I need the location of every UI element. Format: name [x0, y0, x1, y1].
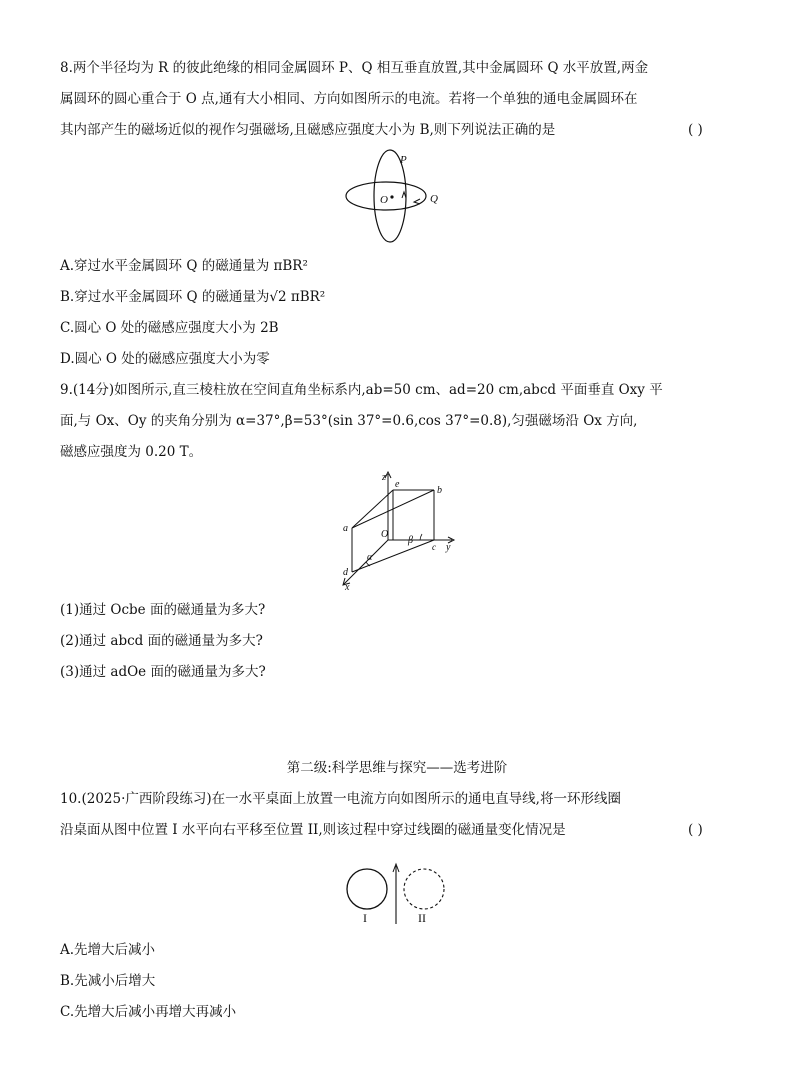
- q9-prism-figure: [336, 468, 466, 592]
- q10-answer-bracket: ( ): [688, 822, 703, 838]
- q9-sub1: (1)通过 Ocbe 面的磁通量为多大?: [60, 602, 266, 618]
- label-position-2: II: [418, 911, 426, 925]
- q8-option-c: C.圆心 O 处的磁感应强度大小为 2B: [60, 320, 279, 336]
- q9-sub3: (3)通过 adOe 面的磁通量为多大?: [60, 664, 266, 680]
- q8-stem-line1: 8.两个半径均为 R 的彼此绝缘的相同金属圆环 P、Q 相互垂直放置,其中金属圆环 Q 水平放置,两金: [60, 60, 649, 76]
- label-a: a: [343, 523, 348, 534]
- q10-option-c: C.先增大后减小再增大再减小: [60, 1004, 237, 1020]
- q10-stem-line1: 10.(2025·广西阶段练习)在一水平桌面上放置一电流方向如图所示的通电直导线,将一环形线圈: [60, 791, 621, 807]
- label-y: y: [446, 542, 451, 553]
- label-position-1: I: [363, 911, 367, 925]
- label-q: Q: [430, 193, 438, 205]
- label-z: z: [382, 472, 386, 483]
- q9-stem-line3: 磁感应强度为 0.20 T。: [60, 444, 203, 460]
- q8-option-b: B.穿过水平金属圆环 Q 的磁通量为√2 πBR²: [60, 289, 326, 305]
- label-c: c: [432, 542, 436, 552]
- q10-coil-figure: [340, 860, 452, 928]
- label-b: b: [437, 485, 442, 496]
- label-p: P: [400, 154, 407, 166]
- center-o-dot: [390, 195, 393, 198]
- q10-option-b: B.先减小后增大: [60, 973, 156, 989]
- q8-stem-line2: 属圆环的圆心重合于 O 点,通有大小相同、方向如图所示的电流。若将一个单独的通电金属圆环在: [60, 91, 638, 107]
- q8-answer-bracket: ( ): [688, 122, 703, 138]
- q9-stem-line1: 9.(14分)如图所示,直三棱柱放在空间直角坐标系内,ab=50 cm、ad=20 cm,abcd 平面垂直 Oxy 平: [60, 382, 663, 398]
- coil-position-2: [404, 869, 444, 909]
- label-alpha: α: [367, 552, 373, 563]
- q9-sub2: (2)通过 abcd 面的磁通量为多大?: [60, 633, 263, 649]
- label-o: O: [381, 529, 389, 540]
- beta-arc: [420, 534, 422, 540]
- edge-ae: [352, 490, 393, 528]
- label-x: x: [345, 582, 350, 592]
- coil-position-1: [347, 869, 387, 909]
- q8-option-d: D.圆心 O 处的磁感应强度大小为零: [60, 351, 270, 367]
- section-title: 第二级:科学思维与探究——选考进阶: [286, 760, 508, 776]
- q9-stem-line2: 面,与 Ox、Oy 的夹角分别为 α=37°,β=53°(sin 37°=0.6,cos 37°=0.8),匀强磁场沿 Ox 方向,: [60, 413, 638, 429]
- q10-option-a: A.先增大后减小: [60, 942, 156, 958]
- q10-stem-line2: 沿桌面从图中位置 I 水平向右平移至位置 II,则该过程中穿过线圈的磁通量变化情况是: [60, 822, 566, 838]
- q-current-arrow: [414, 199, 420, 204]
- q8-option-a: A.穿过水平金属圆环 Q 的磁通量为 πBR²: [60, 258, 308, 274]
- edge-dc: [352, 540, 434, 572]
- label-beta: β: [408, 535, 413, 546]
- q8-stem-line3: 其内部产生的磁场近似的视作匀强磁场,且磁感应强度大小为 B,则下列说法正确的是: [60, 122, 556, 138]
- q8-rings-figure: [340, 148, 470, 248]
- label-d: d: [343, 567, 348, 578]
- label-o: O: [380, 194, 388, 206]
- label-e: e: [395, 479, 400, 490]
